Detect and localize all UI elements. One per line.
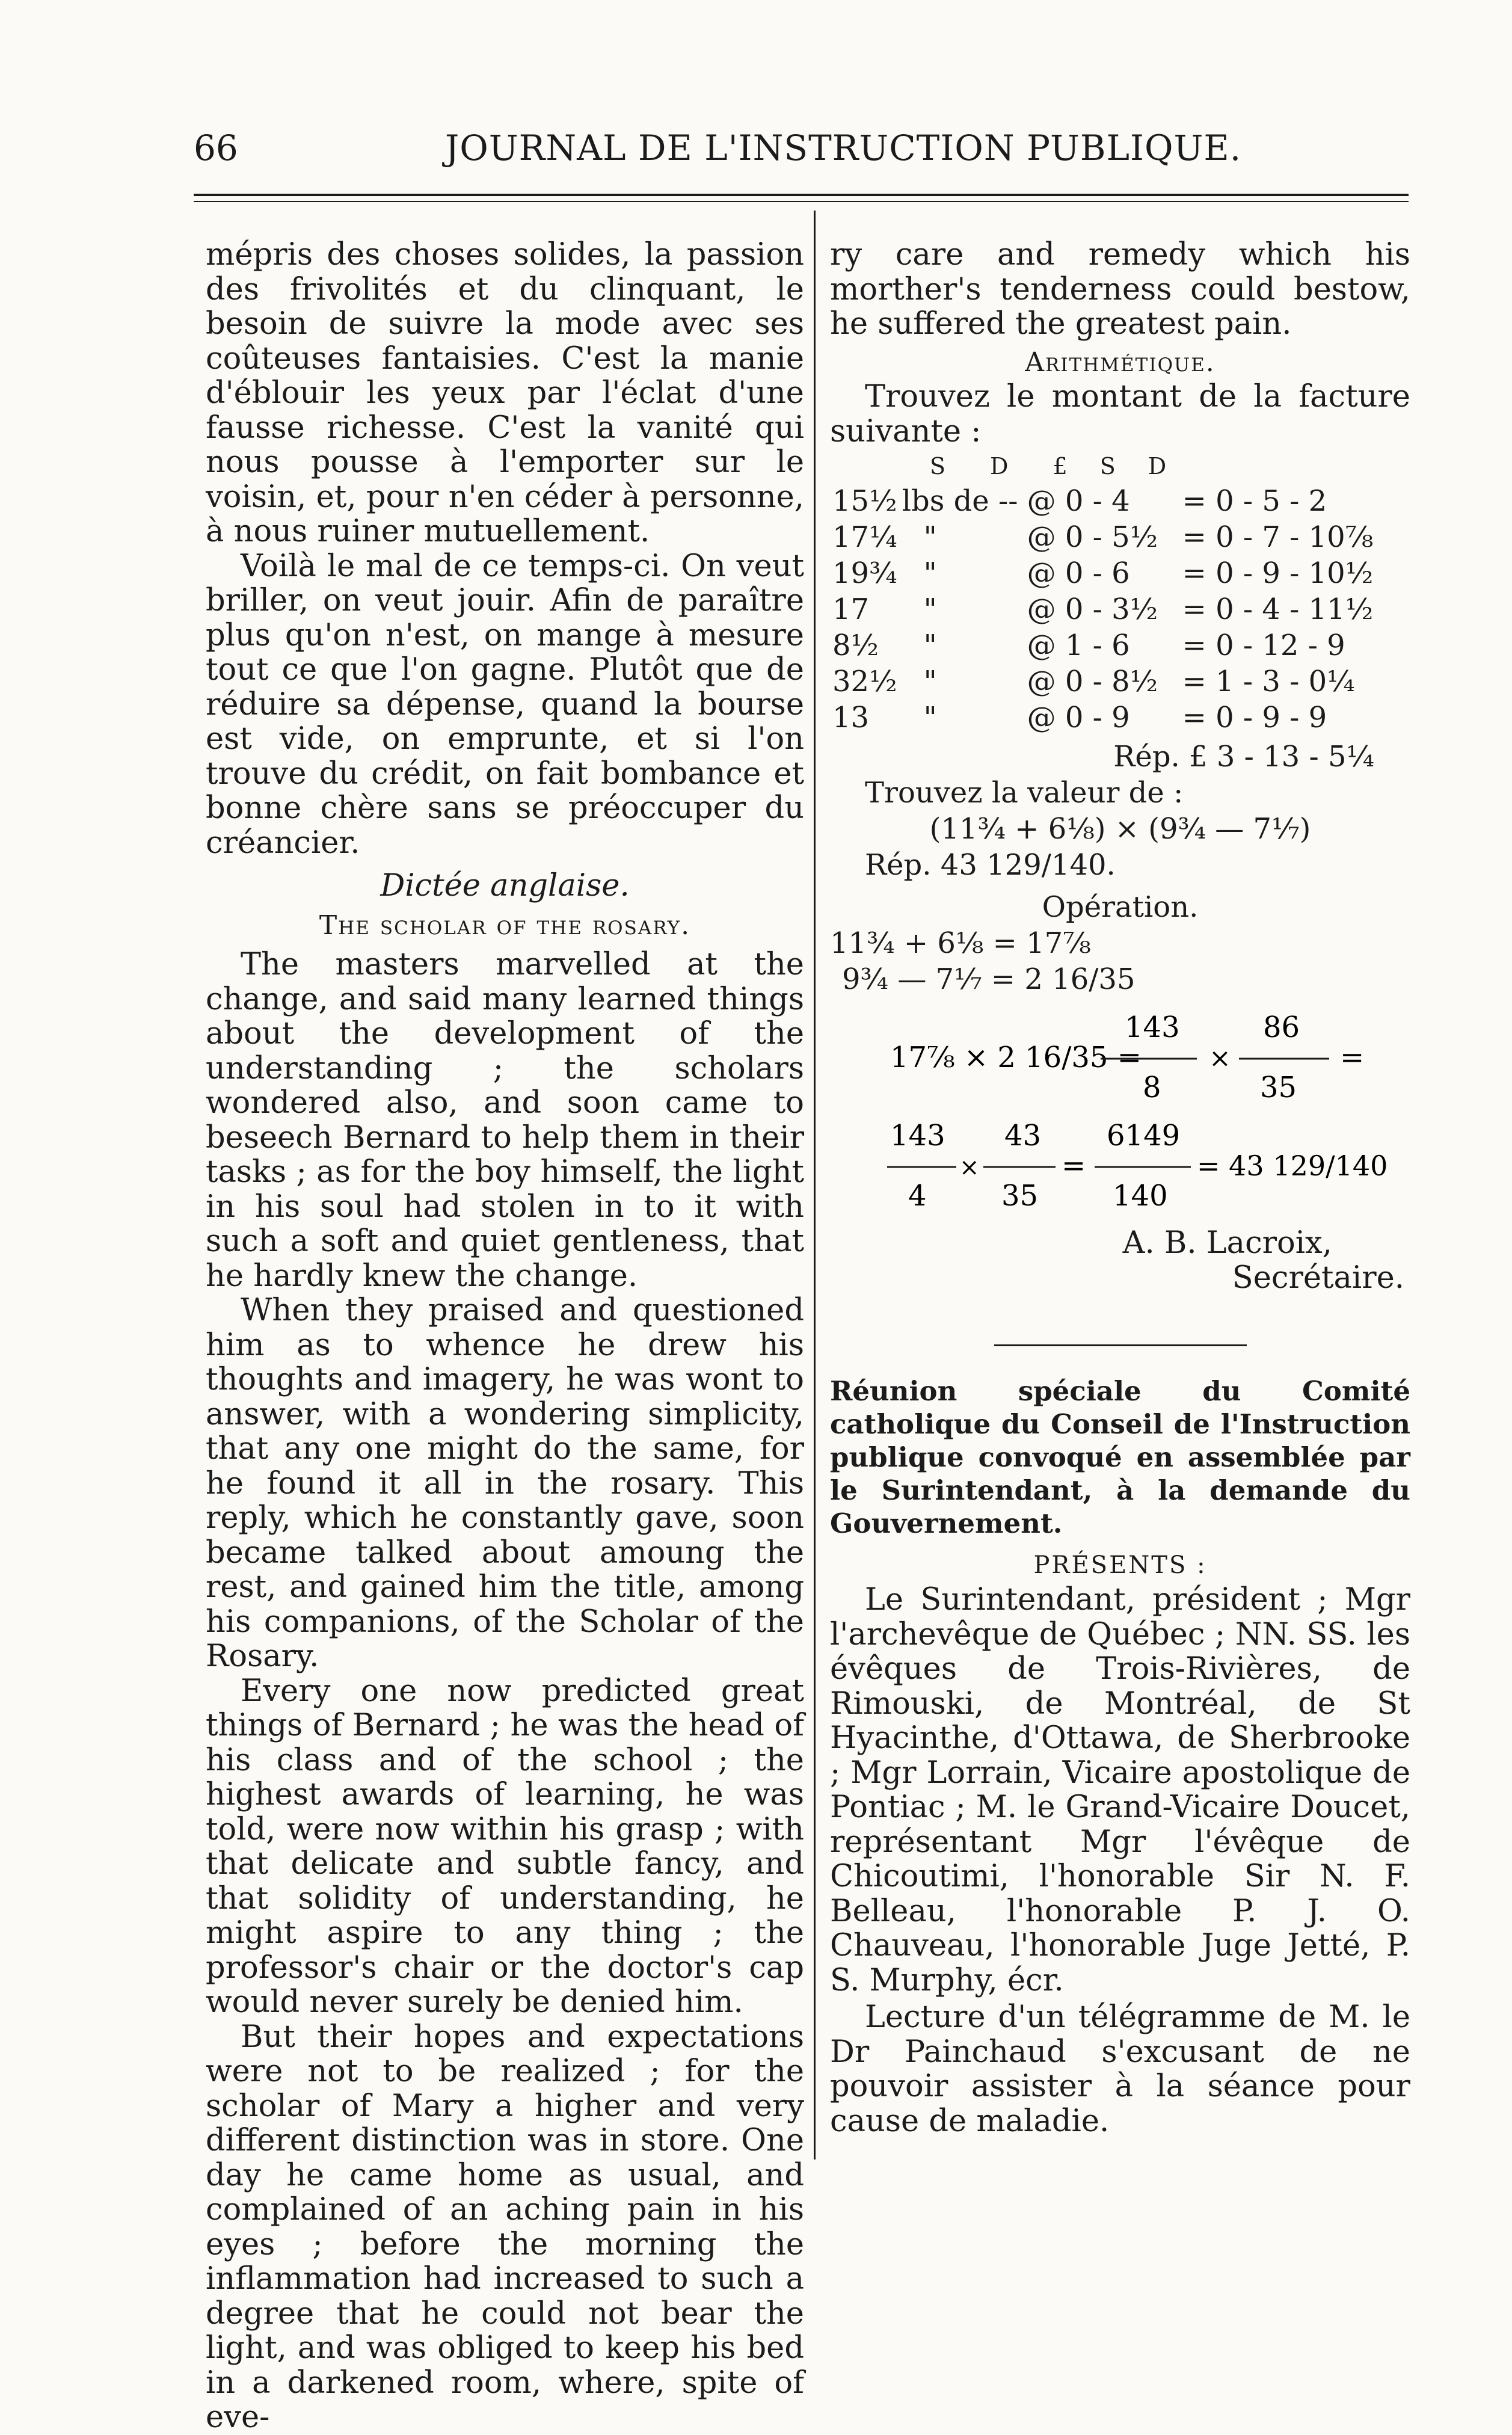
signature-title: Secrétaire. [1232,1260,1404,1296]
table-row [830,664,1375,700]
quantity: 15½ [832,484,897,519]
unit: " [923,556,937,591]
problem-statement: Trouvez le montant de la facture suivante : [830,379,1410,449]
operation-line: 9¾ — 7⅐ = 2 16/35 [842,962,1136,996]
quantity: 13 [832,701,870,735]
quantity: 17¼ [832,520,897,555]
price: @ 0 - 6 [1027,556,1130,591]
table-row [830,592,1375,628]
price: @ 0 - 4 [1027,484,1130,519]
quantity: 17 [832,593,870,627]
invoice-lines [830,484,1375,736]
column-head: D [1148,453,1167,480]
quantity: 32½ [832,665,897,699]
section-divider [830,1319,1410,1354]
paragraph: Voilà le mal de ce temps-ci. On veut briller, on veut jouir. Afin de paraître plus qu'on n'est, on mange à mesure tout ce que l'on gagne. Plutôt que de réduire sa dépense, quand la bourse est vide, on emprunte, et si l'on trouve du crédit, on fait bombance et bonne chère sans se préoccuper du créancier. [206,548,804,861]
table-row [830,700,1375,736]
fraction-equation-2 [830,1118,1410,1220]
column-head: S [1099,453,1116,480]
line-total: = 0 - 7 - 10⅞ [1182,520,1374,555]
left-column [206,238,804,2435]
denominator: 140 [1113,1179,1168,1213]
unit: " [923,629,937,663]
table-header-row [830,449,1169,485]
result: = 43 129/140 [1197,1150,1388,1182]
paragraph: But their hopes and expectations were not to be realized ; for the scholar of Mary a higher and very different distinction was in store. One day he came home as usual, and complained of an aching pain in his eyes ; before the morning the inflammation had increased to such a degree that he could not bear the light, and was obliged to keep his bed in a darkened room, where, spite of eve- [206,2019,804,2435]
paragraph: When they praised and questioned him as to whence he drew his thoughts and imagery, he was wont to answer, with a wondering simplicity, that any one might do the same, for he found it all in the rosary. This reply, which he constantly gave, soon became talked about amoung the rest, and gained him the title, among his companions, of the Scholar of the Rosary. [206,1293,804,1674]
table-row [830,520,1375,556]
price: @ 1 - 6 [1027,629,1130,663]
line-total: = 0 - 9 - 10½ [1182,556,1374,591]
equals-sign: = [1062,1149,1086,1183]
page-header [0,128,1512,176]
answer: Rép. £ 3 - 13 - 5¼ [1113,740,1374,774]
column-head: £ [1053,453,1068,480]
denominator: 8 [1143,1071,1161,1104]
equals-sign: = [1340,1041,1365,1074]
numerator: 6149 [1107,1119,1181,1153]
right-column [830,238,1410,2138]
unit: " [923,520,937,555]
line-total: = 0 - 5 - 2 [1182,484,1327,519]
price: @ 0 - 9 [1027,701,1130,735]
numerator: 43 [1004,1119,1042,1153]
article-title: Réunion spéciale du Comité catholique du Conseil de l'Instruction publique convoqué en assemblée par le Surintendant, à la demande du Gouvernement. [830,1374,1410,1539]
operation-heading: Opération. [1042,890,1199,924]
paragraph: The masters marvelled at the change, and said many learned things about the development of the understanding ; the scholars wondered also, and soon came to beseech Bernard to help them in their tasks ; as for the boy himself, the light in his soul had stolen in to it with such a soft and quiet gentleness, that he hardly knew the change. [206,947,804,1294]
frac-lhs: 17⅞ × 2 16/35 = [890,1041,1142,1074]
unit: lbs de -- [902,484,1018,519]
section-heading: Arithmétique. [1025,346,1215,378]
column-head: D [990,453,1009,480]
quantity: 19¾ [832,556,897,591]
times-sign: × [1209,1043,1231,1074]
signature-name: A. B. Lacroix, [1122,1225,1332,1261]
answer: Rép. 43 129/140. [865,848,1116,882]
price: @ 0 - 8½ [1027,665,1158,699]
table-row [830,484,1375,520]
invoice-table [830,449,1169,485]
running-title: JOURNAL DE L'INSTRUCTION PUBLIQUE. [445,128,1242,168]
article-title: The scholar of the rosary. [319,910,691,941]
unit: " [923,665,937,699]
fraction-equation-1 [830,1009,1410,1112]
expression: (11¾ + 6⅛) × (9¾ — 7⅐) [929,812,1311,846]
problem-statement: Trouvez la valeur de : [865,776,1184,810]
denominator: 35 [1001,1179,1039,1213]
denominator: 35 [1260,1071,1297,1104]
paragraph: ry care and remedy which his morther's tenderness could bestow, he suffered the greatest pain. [830,237,1410,342]
line-total: = 0 - 12 - 9 [1182,629,1345,663]
header-rule-thin [194,201,1409,202]
numerator: 143 [1125,1011,1180,1044]
times-sign: × [959,1154,980,1181]
table-row [830,556,1375,592]
paragraph: mépris des choses solides, la passion des frivolités et du clinquant, le besoin de suivre la mode avec ses coûteuses fantaisies. C'est la manie d'éblouir les yeux par l'éclat d'une fausse richesse. C'est la vanité qui nous pousse à l'emporter sur le voisin, et, pour n'en céder à personne, à nous ruiner mutuellement. [206,237,804,549]
subheading: PRÉSENTS : [1033,1551,1207,1579]
paragraph: Le Surintendant, président ; Mgr l'archevêque de Québec ; NN. SS. les évêques de Trois-Rivières, de Rimouski, de Montréal, de St Hyacinthe, d'Ottawa, de Sherbrooke ; Mgr Lorrain, Vicaire apostolique de Pontiac ; M. le Grand-Vicaire Doucet, représentant Mgr l'évêque de Chicoutimi, l'honorable Sir N. F. Belleau, l'honorable P. J. O. Chauveau, l'honorable Juge Jetté, P. S. Murphy, écr. [830,1582,1410,1998]
line-total: = 0 - 9 - 9 [1182,701,1327,735]
quantity: 8½ [832,629,879,663]
operation-line: 11¾ + 6⅛ = 17⅞ [830,926,1091,960]
unit: " [923,593,937,627]
header-rule [194,194,1409,196]
column-head: S [930,453,946,480]
line-total: = 1 - 3 - 0¼ [1182,665,1355,699]
numerator: 86 [1263,1011,1300,1044]
denominator: 4 [908,1179,927,1213]
paragraph: Lecture d'un télégramme de M. le Dr Painchaud s'excusant de ne pouvoir assister à la séance pour cause de maladie. [830,1999,1410,2139]
price: @ 0 - 5½ [1027,520,1158,555]
table-row [830,628,1375,664]
numerator: 143 [890,1119,945,1153]
unit: " [923,701,937,735]
price: @ 0 - 3½ [1027,593,1158,627]
line-total: = 0 - 4 - 11½ [1182,593,1374,627]
page-number: 66 [194,128,238,168]
paragraph: Every one now predicted great things of Bernard ; he was the head of his class and of the school ; the highest awards of learning, he was told, were now within his grasp ; with that delicate and subtle fancy, and that solidity of understanding, he might aspire to any thing ; the professor's chair or the doctor's cap would never surely be denied him. [206,1673,804,2020]
section-heading: Dictée anglaise. [380,868,630,904]
column-divider [814,211,816,2159]
